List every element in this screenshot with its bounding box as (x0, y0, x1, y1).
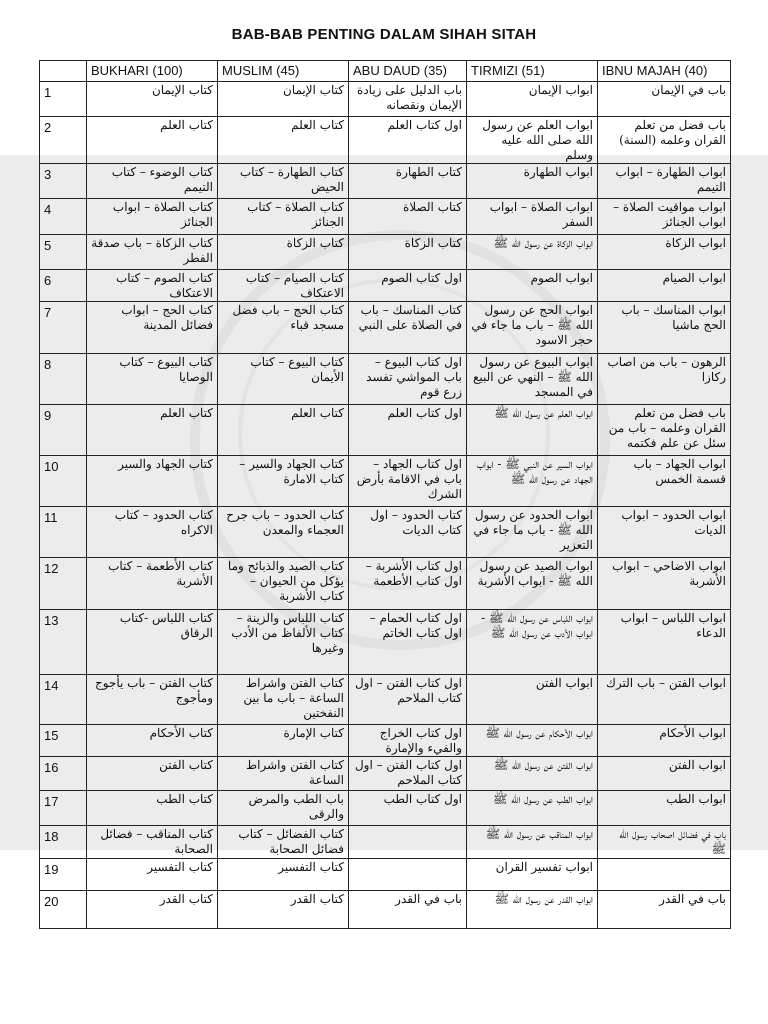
cell-ibnu-majah: ابواب اللباس – ابواب الدعاء (598, 610, 731, 675)
table-row (40, 507, 731, 558)
cell-ibnu-majah: ابواب الأحكام (598, 725, 731, 757)
cell-tirmizi: ابواب الأحكام عن رسول الله ﷺ (467, 725, 598, 757)
cell-bukhari: كتاب البيوع – كتاب الوصايا (87, 354, 218, 405)
table-row (40, 117, 731, 164)
row-number: 19 (40, 859, 87, 891)
row-number: 13 (40, 610, 87, 675)
table-row (40, 757, 731, 791)
cell-abu-daud: اول كتاب الجهاد – باب في الاقامة بأرض الشرك (349, 456, 467, 507)
cell-abu-daud: اول كتاب العلم (349, 117, 467, 164)
row-number: 11 (40, 507, 87, 558)
row-number: 3 (40, 164, 87, 199)
row-number: 9 (40, 405, 87, 456)
cell-ibnu-majah: ابواب الصيام (598, 270, 731, 302)
cell-muslim: باب الطب والمرض والرقى (218, 791, 349, 826)
cell-muslim: كتاب الصيد والذبائح وما يؤكل من الحيوان – كتاب الأشربة (218, 558, 349, 610)
cell-tirmizi: ابواب اللباس عن رسول الله ﷺ - ابواب الأدب عن رسول الله ﷺ (467, 610, 598, 675)
table-row (40, 558, 731, 610)
table-row (40, 791, 731, 826)
cell-tirmizi: ابواب العلم عن رسول الله ﷺ (467, 405, 598, 456)
cell-tirmizi: ابواب السير عن النبي ﷺ - ابواب الجهاد عن رسول الله ﷺ (467, 456, 598, 507)
cell-tirmizi: ابواب الزكاة عن رسول الله ﷺ (467, 235, 598, 270)
cell-muslim: كتاب الجهاد والسير – كتاب الامارة (218, 456, 349, 507)
row-number: 4 (40, 199, 87, 235)
cell-abu-daud: اول كتاب الطب (349, 791, 467, 826)
table-row (40, 675, 731, 725)
cell-muslim: كتاب الفتن واشراط الساعة – باب ما بين النفختين (218, 675, 349, 725)
cell-bukhari: كتاب الجهاد والسير (87, 456, 218, 507)
table-row (40, 302, 731, 354)
cell-bukhari: كتاب القدر (87, 891, 218, 929)
row-number: 18 (40, 826, 87, 859)
cell-ibnu-majah: الرهون – باب من اصاب ركازا (598, 354, 731, 405)
cell-ibnu-majah: ابواب مواقيت الصلاة – ابواب الجنائز (598, 199, 731, 235)
cell-tirmizi: ابواب الإيمان (467, 82, 598, 117)
cell-muslim: كتاب الطهارة – كتاب الحيض (218, 164, 349, 199)
cell-bukhari: كتاب الحدود – كتاب الاكراه (87, 507, 218, 558)
cell-abu-daud: اول كتاب الخراج والفيء والإمارة (349, 725, 467, 757)
row-number: 7 (40, 302, 87, 354)
cell-ibnu-majah: ابواب المناسك – باب الحج ماشيا (598, 302, 731, 354)
cell-bukhari: كتاب الزكاة – باب صدقة الفطر (87, 235, 218, 270)
table-row (40, 610, 731, 675)
table-row (40, 164, 731, 199)
header-ibnu-majah: IBNU MAJAH (40) (598, 61, 731, 82)
cell-muslim: كتاب الحج – باب فضل مسجد قباء (218, 302, 349, 354)
table-row (40, 405, 731, 456)
cell-abu-daud: كتاب الطهارة (349, 164, 467, 199)
table-row (40, 354, 731, 405)
table-row (40, 859, 731, 891)
cell-tirmizi: ابواب الفتن (467, 675, 598, 725)
table-row (40, 891, 731, 929)
cell-tirmizi: ابواب الحج عن رسول الله ﷺ – باب ما جاء في حجر الاسود (467, 302, 598, 354)
cell-bukhari: كتاب العلم (87, 117, 218, 164)
cell-bukhari: كتاب الوضوء – كتاب التيمم (87, 164, 218, 199)
cell-ibnu-majah: ابواب الحدود – ابواب الديات (598, 507, 731, 558)
row-number: 17 (40, 791, 87, 826)
cell-tirmizi: ابواب تفسير القران (467, 859, 598, 891)
cell-tirmizi: ابواب البيوع عن رسول الله ﷺ – النهي عن البيع في المسجد (467, 354, 598, 405)
row-number: 10 (40, 456, 87, 507)
cell-muslim: كتاب العلم (218, 117, 349, 164)
cell-ibnu-majah: ابواب الجهاد – باب قسمة الخمس (598, 456, 731, 507)
cell-tirmizi: ابواب القدر عن رسول الله ﷺ (467, 891, 598, 929)
cell-bukhari: كتاب الصوم – كتاب الاعتكاف (87, 270, 218, 302)
header-bukhari: BUKHARI (100) (87, 61, 218, 82)
cell-ibnu-majah: باب في الإيمان (598, 82, 731, 117)
cell-muslim: كتاب الإيمان (218, 82, 349, 117)
table-row (40, 456, 731, 507)
cell-abu-daud (349, 826, 467, 859)
cell-bukhari: كتاب الأطعمة – كتاب الأشربة (87, 558, 218, 610)
cell-muslim: كتاب الفتن واشراط الساعة (218, 757, 349, 791)
cell-muslim: كتاب الإمارة (218, 725, 349, 757)
header-tirmizi: TIRMIZI (51) (467, 61, 598, 82)
cell-ibnu-majah: ابواب الفتن – باب الترك (598, 675, 731, 725)
row-number: 6 (40, 270, 87, 302)
row-number: 8 (40, 354, 87, 405)
cell-ibnu-majah: باب في فضائل اصحاب رسول الله ﷺ (598, 826, 731, 859)
cell-muslim: كتاب الحدود – باب جرح العجماء والمعدن (218, 507, 349, 558)
row-number: 2 (40, 117, 87, 164)
cell-muslim: كتاب العلم (218, 405, 349, 456)
cell-muslim: كتاب اللباس والزينة – كتاب الألفاظ من الأدب وغيرها (218, 610, 349, 675)
cell-abu-daud: كتاب الصلاة (349, 199, 467, 235)
cell-muslim: كتاب القدر (218, 891, 349, 929)
cell-abu-daud: كتاب الزكاة (349, 235, 467, 270)
cell-abu-daud (349, 859, 467, 891)
cell-ibnu-majah: باب فضل من تعلم القران وعلمه (السنة) (598, 117, 731, 164)
cell-abu-daud: باب في القدر (349, 891, 467, 929)
cell-bukhari: كتاب الفتن – باب يأجوج ومأجوج (87, 675, 218, 725)
table-row (40, 270, 731, 302)
cell-bukhari: كتاب العلم (87, 405, 218, 456)
cell-ibnu-majah: ابواب الاضاحي – ابواب الأشربة (598, 558, 731, 610)
cell-abu-daud: باب الدليل على زيادة الإيمان ونقصانه (349, 82, 467, 117)
cell-abu-daud: اول كتاب العلم (349, 405, 467, 456)
table-row (40, 725, 731, 757)
cell-muslim: كتاب الصيام – كتاب الاعتكاف (218, 270, 349, 302)
cell-tirmizi: ابواب الحدود عن رسول الله ﷺ - باب ما جاء في التعزير (467, 507, 598, 558)
row-number: 14 (40, 675, 87, 725)
cell-tirmizi: ابواب الصوم (467, 270, 598, 302)
cell-tirmizi: ابواب العلم عن رسول الله صلى الله عليه وسلم (467, 117, 598, 164)
table-row (40, 82, 731, 117)
cell-ibnu-majah: ابواب الطب (598, 791, 731, 826)
cell-tirmizi: ابواب الطهارة (467, 164, 598, 199)
cell-muslim: كتاب البيوع – كتاب الأيمان (218, 354, 349, 405)
row-number: 12 (40, 558, 87, 610)
page-title: BAB-BAB PENTING DALAM SIHAH SITAH (231, 26, 537, 43)
cell-bukhari: كتاب الفتن (87, 757, 218, 791)
row-number: 5 (40, 235, 87, 270)
cell-ibnu-majah: ابواب الزكاة (598, 235, 731, 270)
row-number: 20 (40, 891, 87, 929)
cell-muslim: كتاب التفسير (218, 859, 349, 891)
cell-tirmizi: ابواب الفتن عن رسول الله ﷺ (467, 757, 598, 791)
row-number: 15 (40, 725, 87, 757)
cell-muslim: كتاب الفضائل – كتاب فضائل الصحابة (218, 826, 349, 859)
header-muslim: MUSLIM (45) (218, 61, 349, 82)
cell-muslim: كتاب الزكاة (218, 235, 349, 270)
cell-abu-daud: كتاب الحدود – اول كتاب الديات (349, 507, 467, 558)
cell-bukhari: كتاب الإيمان (87, 82, 218, 117)
cell-bukhari: كتاب الحج – ابواب فضائل المدينة (87, 302, 218, 354)
cell-tirmizi: ابواب المناقب عن رسول الله ﷺ (467, 826, 598, 859)
cell-abu-daud: كتاب المناسك – باب في الصلاة على النبي (349, 302, 467, 354)
cell-abu-daud: اول كتاب الصوم (349, 270, 467, 302)
cell-bukhari: كتاب اللباس -كتاب الرقاق (87, 610, 218, 675)
cell-ibnu-majah (598, 859, 731, 891)
cell-tirmizi: ابواب الطب عن رسول الله ﷺ (467, 791, 598, 826)
cell-abu-daud: اول كتاب الحمام – اول كتاب الخاتم (349, 610, 467, 675)
cell-abu-daud: اول كتاب الفتن – اول كتاب الملاحم (349, 757, 467, 791)
cell-bukhari: كتاب الأحكام (87, 725, 218, 757)
row-number: 1 (40, 82, 87, 117)
cell-ibnu-majah: ابواب الطهارة – ابواب التيمم (598, 164, 731, 199)
cell-tirmizi: ابواب الصلاة – ابواب السفر (467, 199, 598, 235)
header-abu-daud: ABU DAUD (35) (349, 61, 467, 82)
table-row (40, 199, 731, 235)
table-row (40, 826, 731, 859)
cell-ibnu-majah: ابواب الفتن (598, 757, 731, 791)
header-number (40, 61, 87, 82)
row-number: 16 (40, 757, 87, 791)
cell-bukhari: كتاب الطب (87, 791, 218, 826)
cell-tirmizi: ابواب الصيد عن رسول الله ﷺ - ابواب الأشربة (467, 558, 598, 610)
cell-abu-daud: اول كتاب الفتن – اول كتاب الملاحم (349, 675, 467, 725)
cell-ibnu-majah: باب فضل من تعلم القران وعلمه – باب من سئل عن علم فكتمه (598, 405, 731, 456)
table-row (40, 235, 731, 270)
cell-bukhari: كتاب التفسير (87, 859, 218, 891)
cell-abu-daud: اول كتاب البيوع – باب المواشي تفسد زرع قوم (349, 354, 467, 405)
cell-muslim: كتاب الصلاة – كتاب الجنائز (218, 199, 349, 235)
cell-ibnu-majah: باب في القدر (598, 891, 731, 929)
sihah-sitah-table (39, 60, 731, 929)
cell-bukhari: كتاب الصلاة – ابواب الجنائز (87, 199, 218, 235)
cell-bukhari: كتاب المناقب – فضائل الصحابة (87, 826, 218, 859)
cell-abu-daud: اول كتاب الأشربة – اول كتاب الأطعمة (349, 558, 467, 610)
header-row (40, 61, 731, 82)
